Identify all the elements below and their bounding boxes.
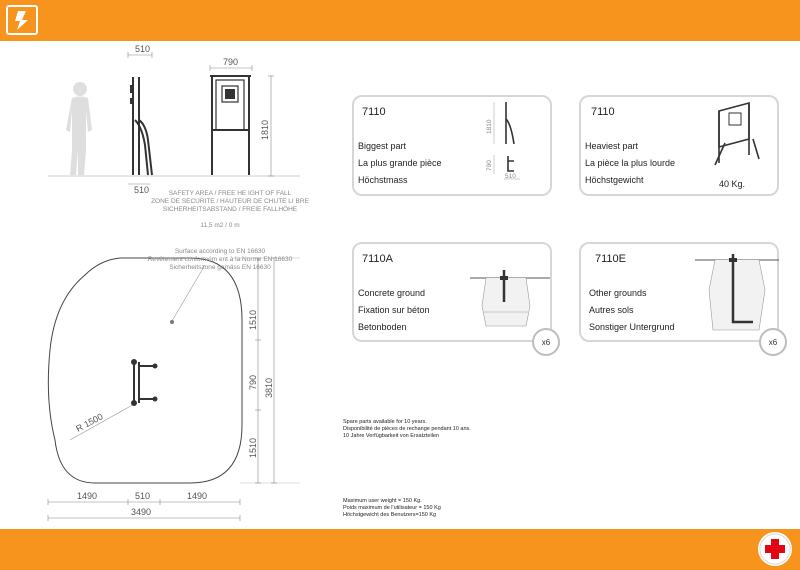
biggest-part-diagram <box>476 99 546 189</box>
spare-note-fr: Disponibilité de pièces de rechange pendant 10 ans. <box>343 426 471 432</box>
front-view-equipment <box>210 75 251 175</box>
spare-note-de: 10 Jahre Verfügbarkeit von Ersatzteilen <box>343 433 440 439</box>
dim-v1: 1510 <box>248 309 258 330</box>
spare-parts-note <box>343 419 471 440</box>
dim-front-width: 790 <box>223 57 239 67</box>
card-line: Höchstgewicht <box>585 175 644 185</box>
surface-line-fr: Revêtement conformém ent à la Norme EN 16630 <box>147 256 293 263</box>
card-code: 7110 <box>362 106 386 118</box>
surface-caption <box>140 248 300 272</box>
radius-label: R 1500 <box>74 411 105 434</box>
card-line: Höchstmass <box>358 175 408 185</box>
card-code: 7110E <box>595 253 626 265</box>
quantity-badge: x6 <box>532 328 560 356</box>
card-other-grounds <box>579 242 779 347</box>
weight-note-en: Maximum user weight = 150 Kg. <box>343 498 422 504</box>
surface-line-en: Surface according to EN 16630 <box>174 248 266 255</box>
dim-h-total: 3490 <box>131 507 152 517</box>
card-line: Other grounds <box>589 288 647 298</box>
ground-fixation-diagram <box>695 250 779 336</box>
dim-v-total: 3810 <box>264 377 274 398</box>
card-line: Concrete ground <box>358 288 426 298</box>
quantity-badge: x6 <box>759 328 787 356</box>
dim-height: 1810 <box>260 119 270 140</box>
safety-line-en: SAFETY AREA / FREE HE IGHT OF FALL <box>168 190 292 197</box>
dim-depth-card: 790 <box>486 160 493 171</box>
card-code: 7110 <box>591 106 615 118</box>
dim-side-width: 510 <box>135 44 151 54</box>
dim-height-card: 1810 <box>486 119 493 134</box>
heaviest-part-diagram <box>709 99 769 177</box>
safety-line-de: SICHERHEITSABSTAND / FREIE FALLHÖHE <box>162 206 298 213</box>
card-code: 7110A <box>362 253 393 265</box>
dim-width-card: 510 <box>505 173 516 180</box>
safety-line-fr: ZONE DE SECURITE / HAUTEUR DE CHUTE LI BRE <box>151 198 309 205</box>
card-line: Autres sols <box>589 305 634 315</box>
human-silhouette-icon <box>66 82 92 175</box>
card-concrete-ground <box>352 242 552 347</box>
dim-h1: 1490 <box>77 491 98 501</box>
spare-note-en: Spare parts available for 10 years. <box>343 419 427 425</box>
safety-area-caption <box>140 190 320 214</box>
dim-v2: 790 <box>248 374 258 390</box>
card-line: Fixation sur béton <box>358 305 430 315</box>
card-line: La pièce la plus lourde <box>585 158 676 168</box>
dim-v3: 1510 <box>248 437 258 458</box>
card-heaviest-part <box>579 95 779 196</box>
dim-h2: 510 <box>135 491 151 501</box>
card-line: Betonboden <box>358 322 407 332</box>
plan-view-equipment <box>134 362 155 403</box>
surface-line-de: Sicherheitszone gemäss EN 16630 <box>169 264 271 271</box>
concrete-fixation-diagram <box>470 266 550 332</box>
card-line: Sonstiger Untergrund <box>589 322 675 332</box>
dim-base-width: 510 <box>134 185 150 195</box>
side-view-equipment <box>133 77 152 175</box>
safety-area-outline <box>48 258 242 483</box>
weight-note-de: Höchstgewicht des Benutzers=150 Kg <box>343 512 437 518</box>
card-line: Heaviest part <box>585 141 639 151</box>
dim-h3: 1490 <box>187 491 208 501</box>
max-weight-note <box>343 498 441 519</box>
area-value: 11,5 m2 / 0 m <box>200 222 240 229</box>
card-weight: 40 Kg. <box>719 179 746 189</box>
card-biggest-part <box>352 95 552 196</box>
weight-note-fr: Poids maximum de l'utilisateur = 150 Kg <box>343 505 441 511</box>
card-line: Biggest part <box>358 141 407 151</box>
card-line: La plus grande pièce <box>358 158 442 168</box>
